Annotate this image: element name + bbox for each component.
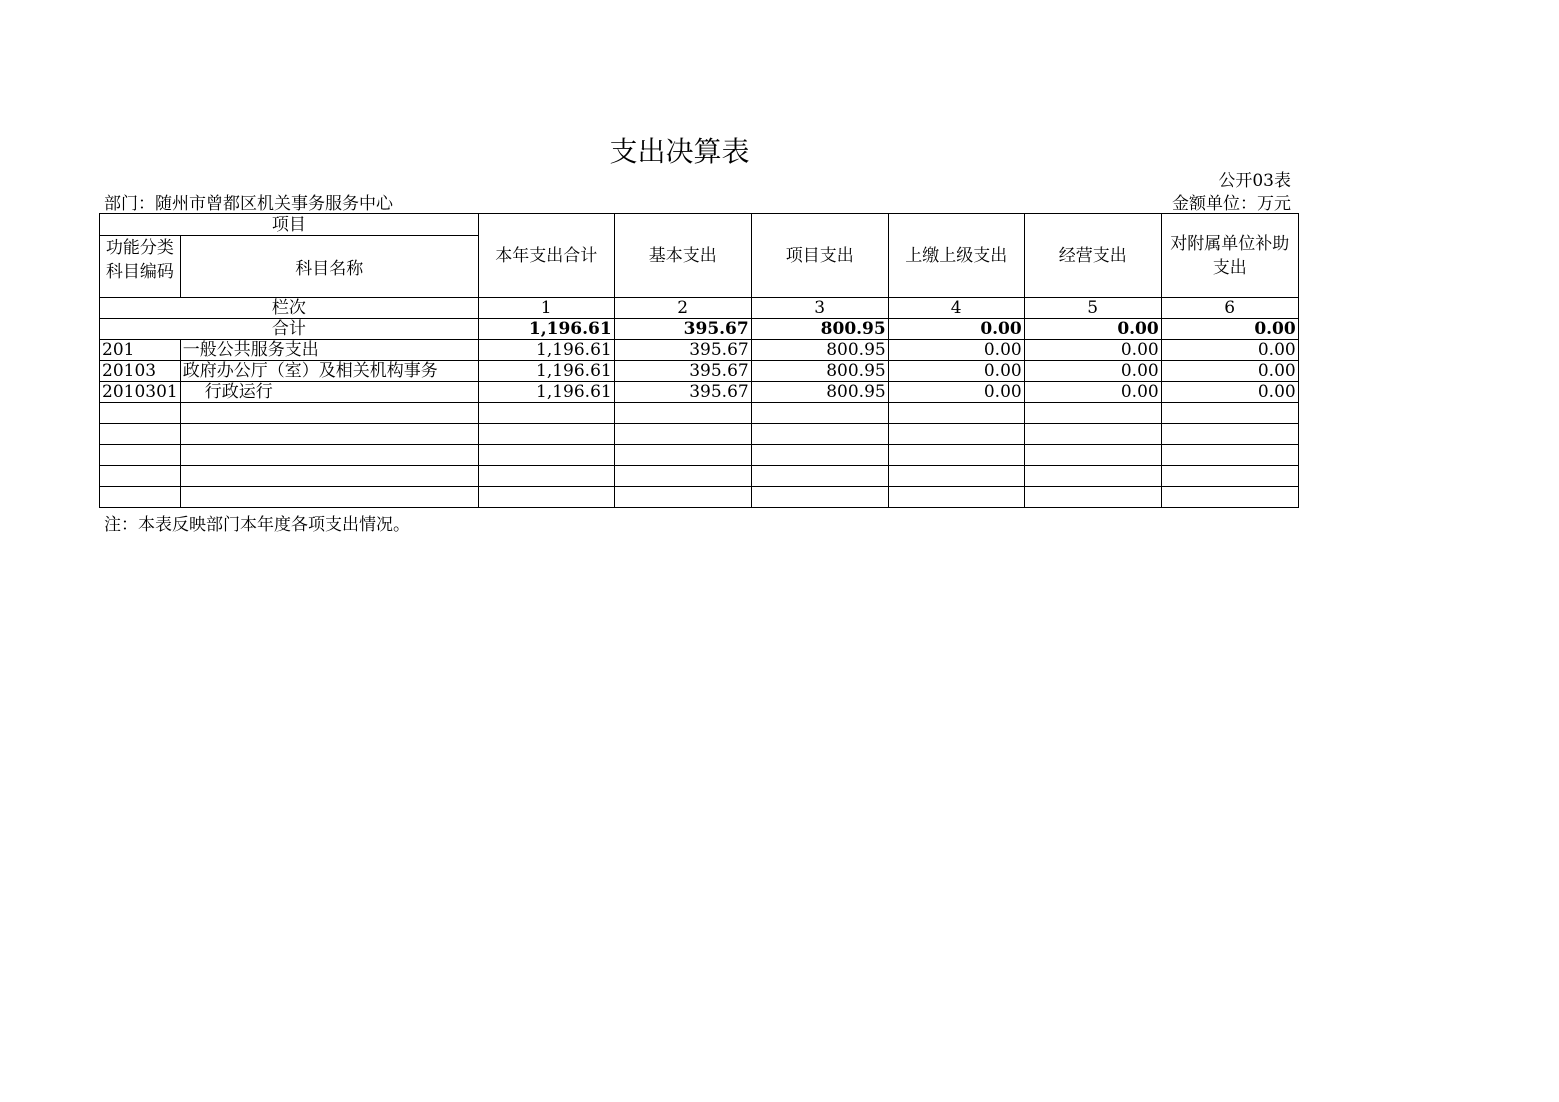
column-index: 1	[478, 298, 614, 319]
expenditure-table	[99, 213, 1299, 508]
empty-row	[100, 466, 1299, 487]
total-row	[100, 319, 1299, 340]
cell-value: 0.00	[1024, 340, 1161, 361]
cell-value: 0.00	[888, 340, 1024, 361]
header-name: 科目名称	[180, 236, 478, 298]
cell-value: 395.67	[614, 361, 751, 382]
cell-value: 395.67	[614, 382, 751, 403]
column-index: 6	[1161, 298, 1298, 319]
column-index: 2	[614, 298, 751, 319]
cell-value: 1,196.61	[478, 361, 614, 382]
empty-row	[100, 403, 1299, 424]
empty-row	[100, 445, 1299, 466]
column-index-label: 栏次	[100, 298, 479, 319]
total-value: 0.00	[1161, 319, 1298, 340]
table-row	[100, 361, 1299, 382]
total-value: 0.00	[1024, 319, 1161, 340]
cell-value: 395.67	[614, 340, 751, 361]
column-index: 5	[1024, 298, 1161, 319]
cell-value: 0.00	[1161, 382, 1298, 403]
subject-code: 201	[100, 340, 181, 361]
total-label: 合计	[100, 319, 479, 340]
header-superior-payment: 上缴上级支出	[888, 214, 1024, 298]
cell-value: 800.95	[751, 382, 888, 403]
total-value: 800.95	[751, 319, 888, 340]
cell-value: 0.00	[1024, 382, 1161, 403]
cell-value: 0.00	[888, 361, 1024, 382]
cell-value: 800.95	[751, 340, 888, 361]
subject-name: 行政运行	[180, 382, 478, 403]
cell-value: 0.00	[888, 382, 1024, 403]
cell-value: 0.00	[1161, 340, 1298, 361]
header-code: 功能分类科目编码	[100, 236, 181, 298]
empty-row	[100, 424, 1299, 445]
form-number: 公开03表	[1218, 171, 1291, 191]
subject-name: 一般公共服务支出	[180, 340, 478, 361]
header-subsidiary-subsidy: 对附属单位补助支出	[1161, 214, 1298, 298]
cell-value: 1,196.61	[478, 340, 614, 361]
table-row	[100, 382, 1299, 403]
total-value: 0.00	[888, 319, 1024, 340]
amount-unit-label: 金额单位：万元	[1172, 194, 1291, 214]
header-business-expenditure: 经营支出	[1024, 214, 1161, 298]
subject-name: 政府办公厅（室）及相关机构事务	[180, 361, 478, 382]
table-row	[100, 340, 1299, 361]
column-index: 4	[888, 298, 1024, 319]
page-title: 支出决算表	[609, 135, 750, 168]
header-basic-expenditure: 基本支出	[614, 214, 751, 298]
header-total-expenditure: 本年支出合计	[478, 214, 614, 298]
subject-code: 2010301	[100, 382, 181, 403]
subject-code: 20103	[100, 361, 181, 382]
cell-value: 1,196.61	[478, 382, 614, 403]
footnote: 注：本表反映部门本年度各项支出情况。	[104, 515, 410, 535]
department-label: 部门：随州市曾都区机关事务服务中心	[104, 194, 393, 214]
empty-row	[100, 487, 1299, 508]
cell-value: 0.00	[1024, 361, 1161, 382]
column-index: 3	[751, 298, 888, 319]
total-value: 395.67	[614, 319, 751, 340]
cell-value: 800.95	[751, 361, 888, 382]
cell-value: 0.00	[1161, 361, 1298, 382]
header-project-expenditure: 项目支出	[751, 214, 888, 298]
header-item: 项目	[100, 214, 479, 236]
total-value: 1,196.61	[478, 319, 614, 340]
